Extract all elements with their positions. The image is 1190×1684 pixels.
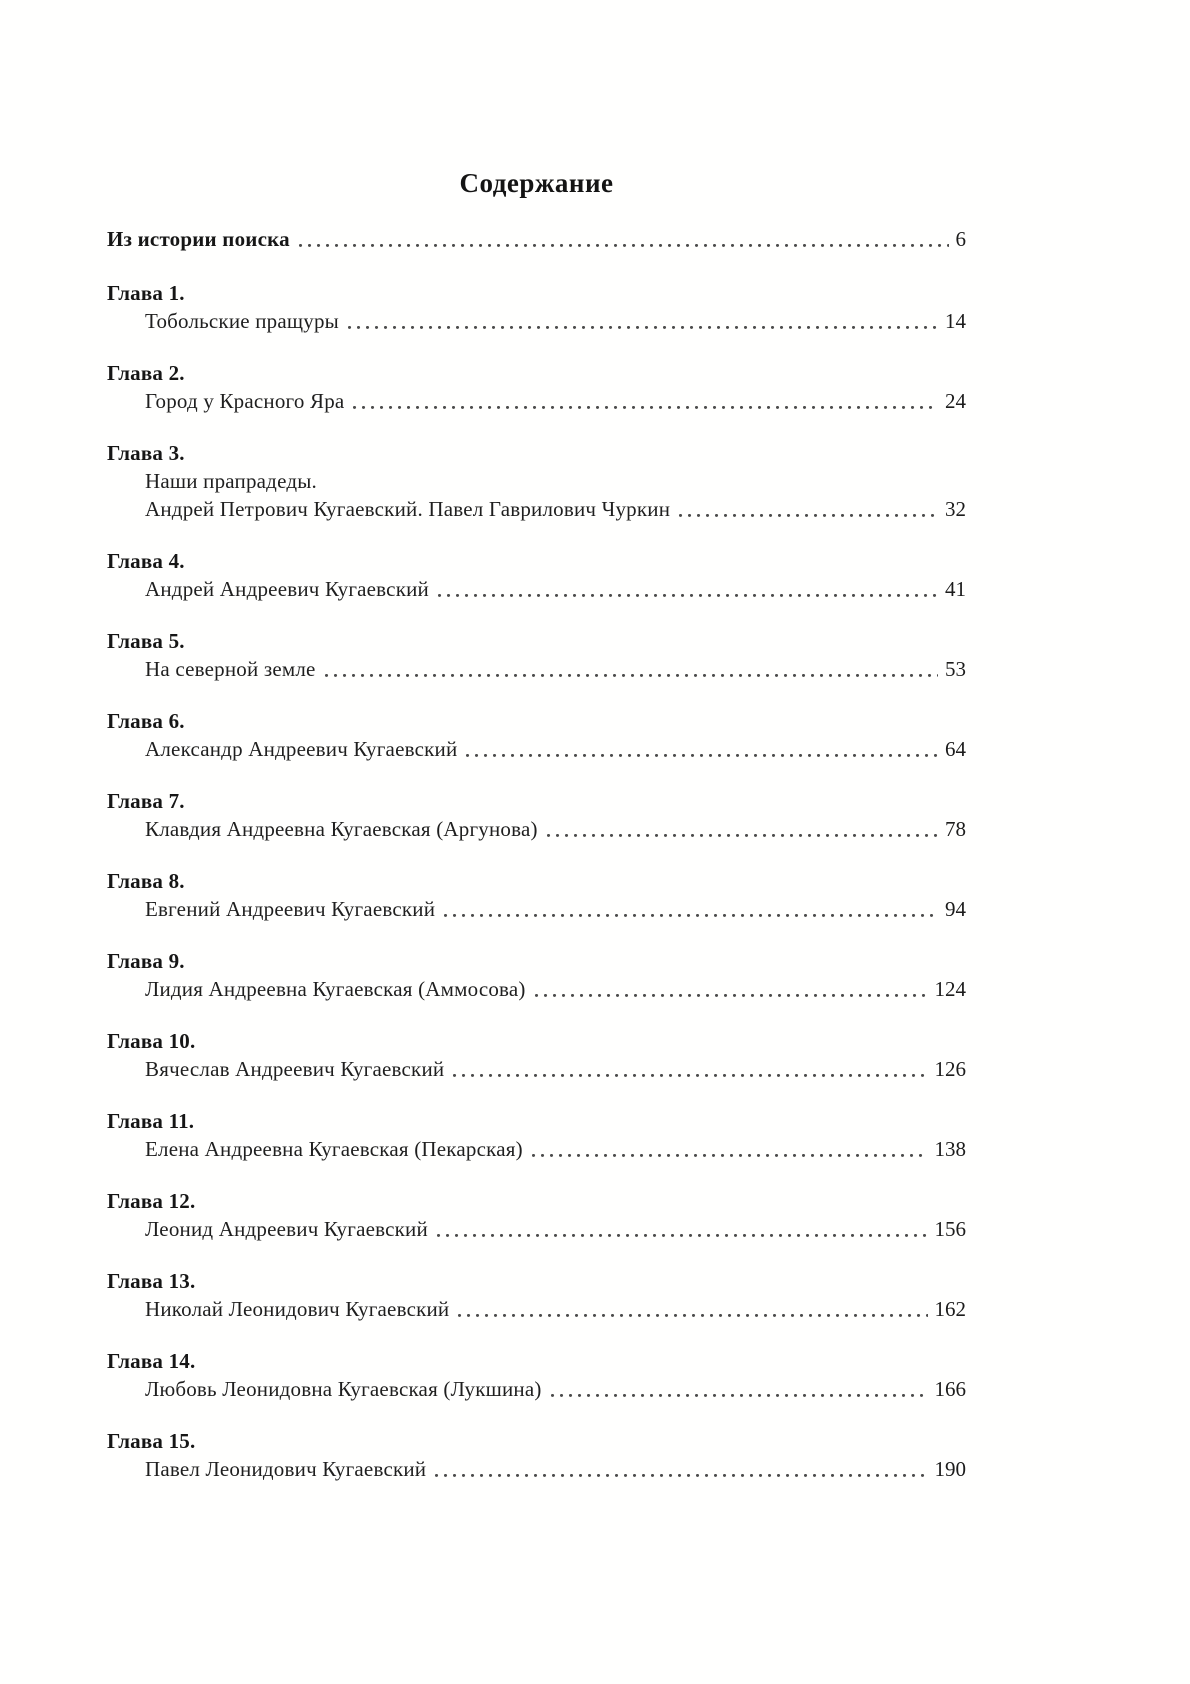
dot-leader <box>453 1073 927 1077</box>
page-number: 14 <box>945 309 966 333</box>
chapter-title: Андрей Андреевич Кугаевский <box>145 577 429 601</box>
chapter-label: Глава 2. <box>107 361 185 385</box>
page-number: 94 <box>945 897 966 921</box>
toc-entry-line <box>107 1135 966 1163</box>
page-number: 41 <box>945 577 966 601</box>
chapter-label: Глава 15. <box>107 1429 196 1453</box>
dot-leader <box>466 753 938 757</box>
toc-entry <box>107 1267 966 1323</box>
page-number: 32 <box>945 497 966 521</box>
dot-leader <box>532 1153 928 1157</box>
toc-entry-line <box>107 1375 966 1403</box>
page-number: 166 <box>934 1377 966 1401</box>
chapter-subtitle: Наши прапрадеды. <box>145 469 317 493</box>
toc-entry <box>107 1427 966 1483</box>
chapter-title: Вячеслав Андреевич Кугаевский <box>145 1057 445 1081</box>
toc-entry <box>107 627 966 683</box>
toc-entry-line <box>107 895 966 923</box>
page-number: 64 <box>945 737 966 761</box>
toc-intro-entry <box>107 225 966 253</box>
chapter-label: Глава 3. <box>107 441 185 465</box>
chapter-title: Любовь Леонидовна Кугаевская (Лукшина) <box>145 1377 542 1401</box>
dot-leader <box>535 993 928 997</box>
chapter-label: Глава 14. <box>107 1349 196 1373</box>
chapter-title: Лидия Андреевна Кугаевская (Аммосова) <box>145 977 526 1001</box>
dot-leader <box>551 1393 928 1397</box>
chapter-title: Николай Леонидович Кугаевский <box>145 1297 450 1321</box>
toc-entry <box>107 1107 966 1163</box>
dot-leader <box>353 405 938 409</box>
dot-leader <box>444 913 938 917</box>
chapter-label: Глава 6. <box>107 709 185 733</box>
toc-entry <box>107 787 966 843</box>
toc-entry-line <box>107 1295 966 1323</box>
toc-entry-line <box>107 815 966 843</box>
chapter-label: Глава 5. <box>107 629 185 653</box>
toc-entry <box>107 279 966 335</box>
toc-entry <box>107 439 966 523</box>
chapter-title: Александр Андреевич Кугаевский <box>145 737 458 761</box>
chapter-label: Глава 12. <box>107 1189 196 1213</box>
page-number: 124 <box>934 977 966 1001</box>
page-number: 78 <box>945 817 966 841</box>
toc-entry-line <box>107 655 966 683</box>
chapter-label: Глава 13. <box>107 1269 196 1293</box>
chapter-title: Павел Леонидович Кугаевский <box>145 1457 427 1481</box>
toc-entry-line <box>107 307 966 335</box>
chapter-label: Глава 8. <box>107 869 185 893</box>
chapter-label: Глава 11. <box>107 1109 195 1133</box>
page-number: 138 <box>934 1137 966 1161</box>
toc-entry <box>107 947 966 1003</box>
chapter-label: Глава 9. <box>107 949 185 973</box>
dot-leader <box>458 1313 927 1317</box>
dot-leader <box>299 243 949 247</box>
page-number: 53 <box>945 657 966 681</box>
chapter-label: Глава 4. <box>107 549 185 573</box>
chapter-label: Глава 1. <box>107 281 185 305</box>
toc-entry-line <box>107 495 966 523</box>
toc-entry-line <box>107 1055 966 1083</box>
chapter-title: Леонид Андреевич Кугаевский <box>145 1217 428 1241</box>
page-number: 24 <box>945 389 966 413</box>
chapter-title: Елена Андреевна Кугаевская (Пекарская) <box>145 1137 523 1161</box>
chapter-title: Город у Красного Яра <box>145 389 345 413</box>
dot-leader <box>348 325 938 329</box>
chapter-title: На северной земле <box>145 657 316 681</box>
page-title: Содержание <box>459 168 614 198</box>
toc-intro-line <box>107 225 966 253</box>
page-number: 162 <box>934 1297 966 1321</box>
page-number: 6 <box>955 227 966 251</box>
chapter-title: Евгений Андреевич Кугаевский <box>145 897 436 921</box>
chapter-label: Глава 7. <box>107 789 185 813</box>
toc-entry <box>107 359 966 415</box>
toc-entry <box>107 1187 966 1243</box>
dot-leader <box>679 513 938 517</box>
chapter-title: Клавдия Андреевна Кугаевская (Аргунова) <box>145 817 538 841</box>
page-number: 126 <box>934 1057 966 1081</box>
dot-leader <box>547 833 938 837</box>
dot-leader <box>437 1233 928 1237</box>
toc-entry-line <box>107 975 966 1003</box>
dot-leader <box>435 1473 927 1477</box>
toc-entry <box>107 547 966 603</box>
dot-leader <box>438 593 938 597</box>
toc-entry-line <box>107 735 966 763</box>
toc-entry <box>107 1027 966 1083</box>
toc-entry <box>107 707 966 763</box>
toc-entry-line <box>107 1455 966 1483</box>
toc-entry-line <box>107 575 966 603</box>
toc-entry-line <box>107 387 966 415</box>
toc-list <box>107 225 966 1483</box>
intro-label: Из истории поиска <box>107 227 290 251</box>
toc-entry <box>107 1347 966 1403</box>
toc-entry-line <box>107 1215 966 1243</box>
dot-leader <box>325 673 938 677</box>
chapter-title: Тобольские пращуры <box>145 309 339 333</box>
page-number: 190 <box>934 1457 966 1481</box>
page-number: 156 <box>934 1217 966 1241</box>
toc-entry <box>107 867 966 923</box>
chapter-label: Глава 10. <box>107 1029 196 1053</box>
chapter-title: Андрей Петрович Кугаевский. Павел Гаврилович Чуркин <box>145 497 671 521</box>
